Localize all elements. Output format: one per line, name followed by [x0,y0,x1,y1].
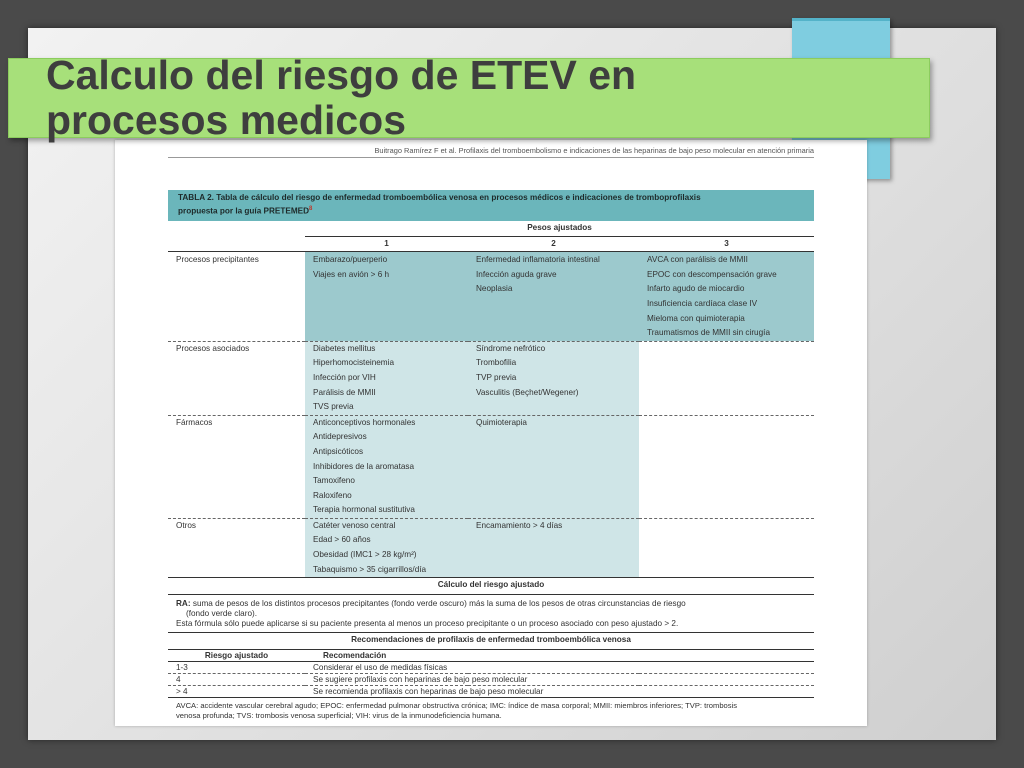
cell-precipitantes-1 [305,252,468,342]
ra-text-1: suma de pesos de los distintos procesos precipitantes (fondo verde oscuro) más la suma de los pesos de otras circunstancias de riesgo [192,599,686,609]
calc-header: Cálculo del riesgo ajustado [168,578,814,595]
table-row [168,674,814,686]
footnote-line-2: venosa profunda; TVS: trombosis venosa superficial; VIH: virus de la inmunodeficiencia humana. [176,710,502,720]
list-item: Parálisis de MMII [313,387,376,397]
list-item: TVP previa [476,372,517,382]
list-item: Infección por VIH [313,372,376,382]
cell-farmacos-2 [468,415,639,518]
cell-asociados-1 [305,341,468,415]
table-row-precipitantes [168,252,814,342]
footnote [168,698,814,721]
ra-line-1 [176,599,806,609]
caption-line-2 [178,204,804,217]
list-item: Mieloma con quimioterapia [647,313,745,323]
list-item: Embarazo/puerperio [313,255,388,265]
list-item: Inhibidores de la aromatasa [313,461,415,471]
header-empty-cell-2 [168,236,305,252]
caption-text: propuesta por la guía PRETEMED [178,206,310,216]
list-item: Obesidad (IMC1 > 28 kg/m²) [313,550,417,560]
list-item: Trombofilia [476,358,517,368]
rec-text: Se recomienda profilaxis con heparinas de bajo peso molecular [313,687,544,697]
table-row-otros [168,518,814,577]
rec-risk: > 4 [176,687,188,697]
list-item: Traumatismos de MMII sin cirugía [647,328,770,338]
list-item: Diabetes mellitus [313,343,376,353]
table-row [168,662,814,674]
list-item: Viajes en avión > 6 h [313,269,390,279]
weight-col-1: 1 [305,236,468,252]
table-row-asociados [168,341,814,415]
list-item: Quimioterapia [476,417,527,427]
list-item: Edad > 60 años [313,535,371,545]
cell-asociados-2 [468,341,639,415]
list-item: Infección aguda grave [476,269,557,279]
list-item: Vasculitis (Beçhet/Wegener) [476,387,579,397]
cell-otros-3 [639,518,814,577]
ra-explanation [168,595,814,633]
list-item: Raloxifeno [313,490,352,500]
cell-farmacos-3 [639,415,814,518]
rec-header-empty-2 [639,650,814,662]
table-caption [168,190,814,221]
cell-precipitantes-2 [468,252,639,342]
list-item: EPOC con descompensación grave [647,269,777,279]
list-item: Insuficiencia cardíaca clase IV [647,298,758,308]
running-header: Buitrago Ramírez F et al. Profilaxis del tromboembolismo e indicaciones de las heparinas de bajo peso molecular en atención primaria [168,146,814,158]
table-row [168,686,814,698]
list-item: Infarto agudo de miocardio [647,284,745,294]
row-label: Procesos precipitantes [168,252,305,342]
risk-table [168,190,814,720]
rec-risk: 1-3 [168,662,305,674]
pesos-header: Pesos ajustados [305,221,814,236]
list-item: Enfermedad inflamatoria intestinal [476,255,600,265]
row-label: Procesos asociados [168,341,305,415]
ra-label: RA: [176,599,191,609]
list-item: Síndrome nefrótico [476,343,546,353]
row-label: Otros [176,520,197,530]
rec-risk: 4 [168,674,305,686]
header-empty-cell [168,221,305,236]
list-item: Catéter venoso central [313,520,396,530]
list-item: Antidepresivos [313,432,367,442]
list-item: Terapia hormonal sustitutiva [313,505,415,515]
weight-col-3: 3 [639,236,814,252]
rec-col-risk: Riesgo ajustado [168,650,305,662]
list-item: Neoplasia [476,284,513,294]
list-item: Antipsicóticos [313,446,364,456]
cell-precipitantes-3 [639,252,814,342]
weight-col-2: 2 [468,236,639,252]
cell-otros-1 [305,518,468,577]
list-item: Tamoxifeno [313,476,355,486]
rec-col-recommendation: Recomendación [305,650,468,662]
slide-title [46,53,636,143]
row-label: Fármacos [168,415,305,518]
slide-title-line-1: Calculo del riesgo de ETEV en [46,52,637,98]
cell-farmacos-1 [305,415,468,518]
ra-line-2: (fondo verde claro). [186,609,257,619]
rec-text: Se sugiere profilaxis con heparinas de bajo peso molecular [305,674,814,686]
list-item: TVS previa [313,402,354,412]
list-item: AVCA con parálisis de MMII [647,255,748,265]
ra-line-3: Esta fórmula sólo puede aplicarse si su paciente presenta al menos un proceso precipitante o un proceso asociado con peso ajustado > 2. [176,619,679,629]
footnote-line-1: AVCA: accidente vascular cerebral agudo; EPOC: enfermedad pulmonar obstructiva crónica; IMC: índice de masa corporal; MMII: miembros inferiores; TVP: trombosis [176,701,738,711]
caption-reference: 8 [309,205,313,212]
list-item: Hiperhomocisteinemia [313,358,394,368]
rec-header-empty [468,650,639,662]
recommendations-header: Recomendaciones de profilaxis de enfermedad tromboembólica venosa [168,633,814,650]
list-item: Anticonceptivos hormonales [313,417,416,427]
rec-text: Considerar el uso de medidas físicas [305,662,814,674]
list-item: Encamamiento > 4 días [476,520,563,530]
table-row-farmacos [168,415,814,518]
slide-title-line-2: procesos medicos [46,97,407,143]
caption-line-1: TABLA 2. Tabla de cálculo del riesgo de enfermedad tromboembólica venosa en procesos médicos e indicaciones de tromboprofilaxis [178,193,701,202]
cell-otros-2 [468,518,639,577]
list-item: Tabaquismo > 35 cigarrillos/día [313,564,427,574]
cell-asociados-3 [639,341,814,415]
